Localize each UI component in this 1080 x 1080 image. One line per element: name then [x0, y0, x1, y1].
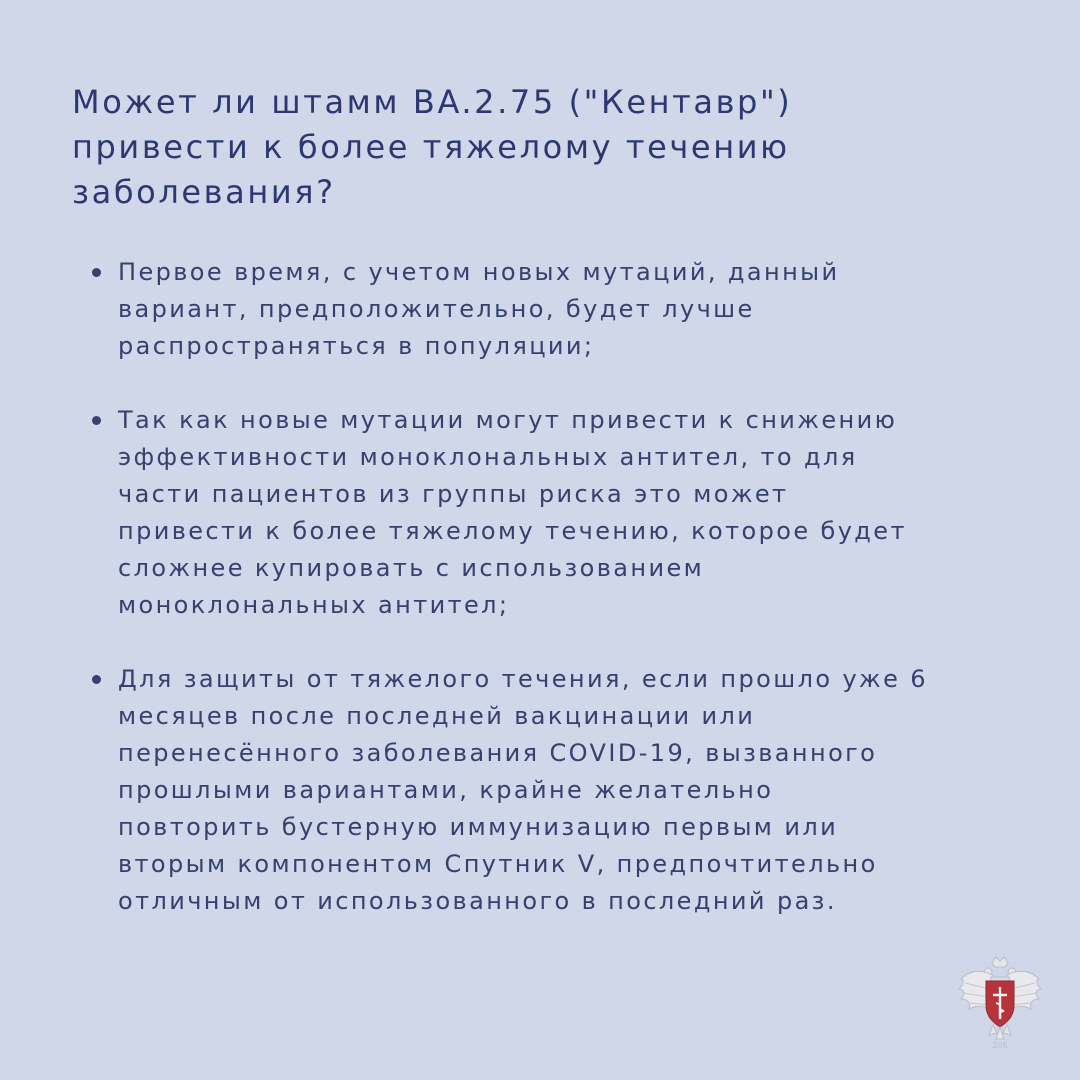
bullet-line: привести к более тяжелому течению, которое будет	[118, 517, 907, 545]
emblem-graphic	[955, 955, 1045, 1050]
bullet-line: части пациентов из группы риска это может	[118, 480, 789, 508]
bullet-line: Первое время, с учетом новых мутаций, данный	[118, 258, 840, 286]
bullet-line: перенесённого заболевания COVID-19, вызванного	[118, 739, 878, 767]
bullet-line: вторым компонентом Спутник V, предпочтительно	[118, 850, 878, 878]
page-title	[72, 80, 972, 215]
bullet-line: отличным от использованного в последний раз.	[118, 887, 837, 915]
bullet-line: сложнее купировать с использованием	[118, 554, 705, 582]
title-line: Может ли штамм BA.2.75 ("Кентавр")	[72, 83, 793, 121]
bullet-dot-icon	[92, 268, 101, 277]
bullet-line: прошлыми вариантами, крайне желательно	[118, 776, 774, 804]
bullet-item	[90, 254, 990, 365]
bullet-line: распространяться в популяции;	[118, 332, 595, 360]
title-line: заболевания?	[72, 173, 336, 211]
bullet-line: повторить бустерную иммунизацию первым или	[118, 813, 839, 841]
bullet-line: Так как новые мутации могут привести к снижению	[118, 406, 898, 434]
title-line: привести к более тяжелому течению	[72, 128, 790, 166]
emblem-text: 20S	[992, 1041, 1008, 1050]
bullet-line: месяцев после последней вакцинации или	[118, 702, 756, 730]
bullet-dot-icon	[92, 416, 101, 425]
bullet-item	[90, 402, 990, 624]
bullet-line: вариант, предположительно, будет лучше	[118, 295, 755, 323]
bullet-line: моноклональных антител;	[118, 591, 510, 619]
bullet-line: Для защиты от тяжелого течения, если прошло уже 6	[118, 665, 928, 693]
bullet-list	[90, 254, 990, 920]
bullet-item	[90, 661, 990, 920]
ministry-emblem-icon	[955, 955, 1045, 1050]
bullet-dot-icon	[92, 675, 101, 684]
bullet-line: эффективности моноклональных антител, то для	[118, 443, 858, 471]
